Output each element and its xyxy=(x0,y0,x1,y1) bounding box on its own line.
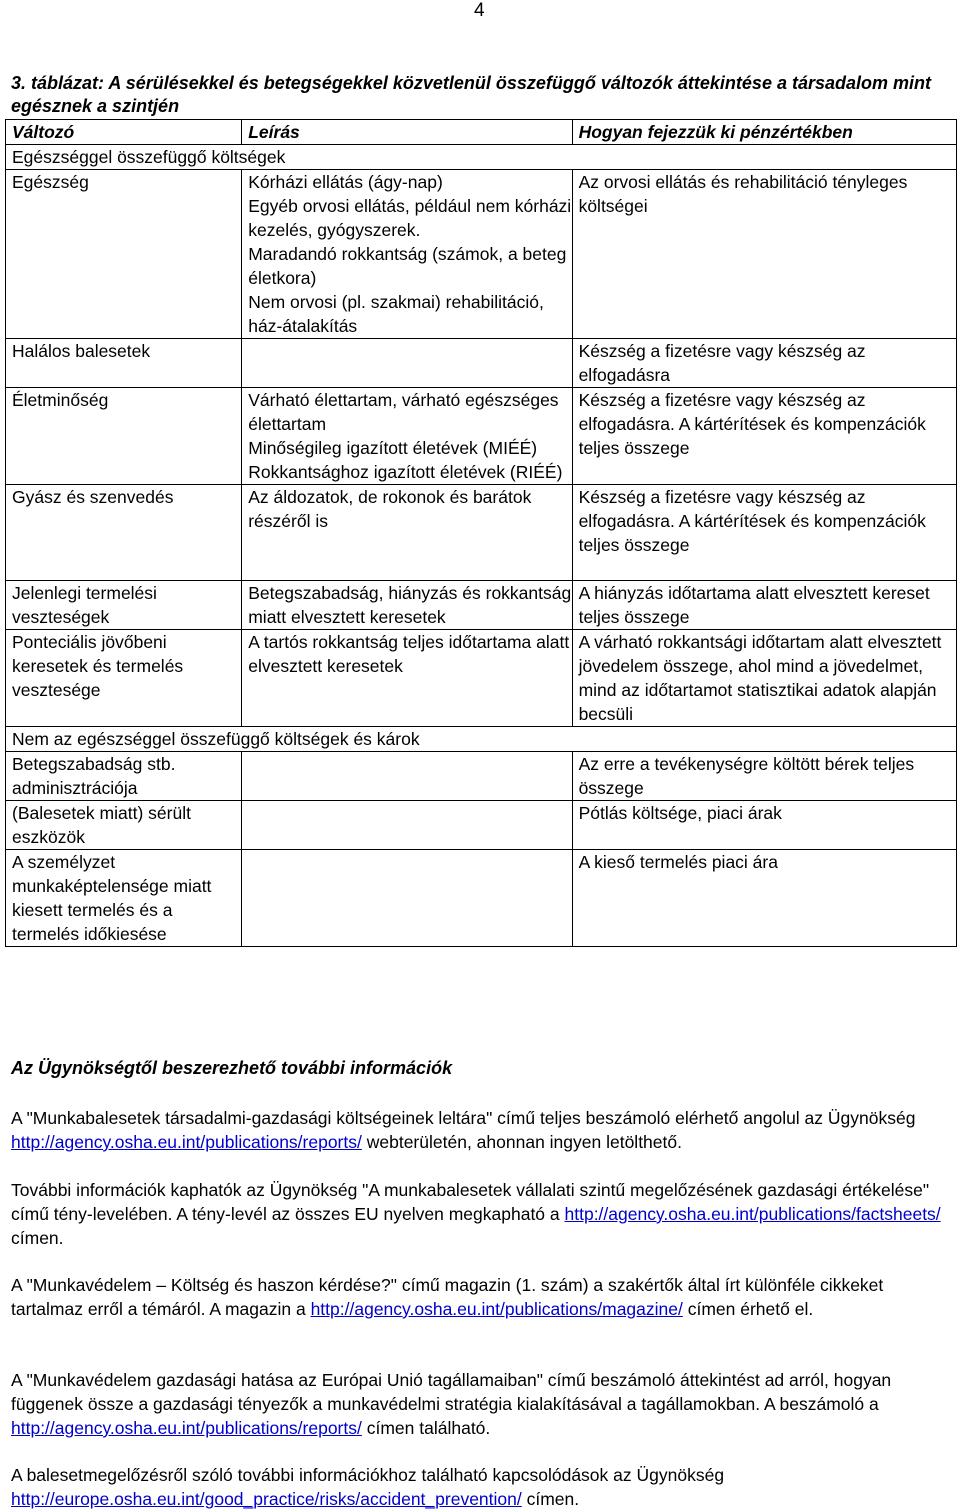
valuation-cell: Az erre a tevékenységre költött bérek teljes összege xyxy=(572,752,956,801)
description-line: Kórházi ellátás (ágy-nap) xyxy=(248,172,443,192)
description-line: Nem orvosi (pl. szakmai) rehabilitáció, ház-átalakítás xyxy=(248,292,544,336)
section-heading: Egészséggel összefüggő költségek xyxy=(6,145,957,170)
variable-cell: Betegszabadság stb. adminisztrációja xyxy=(6,752,242,801)
accident-prevention-link[interactable]: http://europe.osha.eu.int/good_practice/risks/accident_prevention/ xyxy=(11,1489,522,1509)
table-row xyxy=(6,581,957,630)
table-title: 3. táblázat: A sérülésekkel és betegségekkel közvetlenül összefüggő változók áttekintése a társadalom mint egésznek a szintjén xyxy=(11,73,932,116)
paragraph-text: címen található. xyxy=(361,1418,491,1438)
paragraph-text: címen. xyxy=(11,1228,64,1248)
description-line: Egyéb orvosi ellátás, például nem kórházi kezelés, gyógyszerek. xyxy=(248,196,572,240)
variable-cell: Ponteciális jövőbeni keresetek és termelés vesztesége xyxy=(6,630,242,727)
description-cell xyxy=(242,801,572,850)
description-cell: A tartós rokkantság teljes időtartama alatt elvesztett keresetek xyxy=(242,630,572,727)
valuation-cell: A hiányzás időtartama alatt elvesztett kereset teljes összege xyxy=(572,581,956,630)
factsheets-link[interactable]: http://agency.osha.eu.int/publications/factsheets/ xyxy=(564,1204,941,1224)
table-row xyxy=(6,801,957,850)
valuation-cell: Készség a fizetésre vagy készség az elfogadásra. A kártérítések és kompenzációk teljes összege xyxy=(572,388,956,485)
table-row xyxy=(6,630,957,727)
info-paragraph xyxy=(11,1463,946,1511)
info-paragraph xyxy=(11,1273,946,1321)
valuation-cell: Készség a fizetésre vagy készség az elfogadásra. A kártérítések és kompenzációk teljes összege xyxy=(572,485,956,581)
paragraph-text: További információk kaphatók az Ügynökség "A munkabalesetek vállalati szintű megelőzésének gazdasági értékelése" című tény-levelében. A tény-levél az összes EU nyelven megkapható a xyxy=(11,1180,930,1224)
variable-cell: A személyzet munkaképtelensége miatt kiesett termelés és a termelés időkiesése xyxy=(6,850,242,947)
variable-cell: Egészség xyxy=(6,170,242,339)
description-cell xyxy=(242,170,572,339)
page-number: 4 xyxy=(474,0,485,21)
reports-link[interactable]: http://agency.osha.eu.int/publications/reports/ xyxy=(11,1132,362,1152)
paragraph-text: A balesetmegelőzésről szóló további információkhoz található kapcsolódások az Ügynökség xyxy=(11,1465,725,1485)
info-paragraph xyxy=(11,1106,946,1154)
variable-cell: Életminőség xyxy=(6,388,242,485)
valuation-cell: Pótlás költsége, piaci árak xyxy=(572,801,956,850)
description-cell xyxy=(242,339,572,388)
table-row xyxy=(6,485,957,581)
table-row xyxy=(6,850,957,947)
paragraph-text: címen érhető el. xyxy=(682,1299,814,1319)
header-cell: Hogyan fejezzük ki pénzértékben xyxy=(572,120,956,145)
variable-cell: Jelenlegi termelési veszteségek xyxy=(6,581,242,630)
table-row xyxy=(6,339,957,388)
valuation-cell: A kieső termelés piaci ára xyxy=(572,850,956,947)
variable-cell: Halálos balesetek xyxy=(6,339,242,388)
description-line: Rokkantsághoz igazított életévek (RIÉÉ) xyxy=(248,462,563,482)
cost-table xyxy=(5,119,957,947)
description-line: Maradandó rokkantság (számok, a beteg életkora) xyxy=(248,244,567,288)
description-cell xyxy=(242,752,572,801)
paragraph-text: A "Munkabalesetek társadalmi-gazdasági költségeinek leltára" című teljes beszámoló elérhető angolul az Ügynökség xyxy=(11,1108,916,1128)
description-cell: Betegszabadság, hiányzás és rokkantság miatt elvesztett keresetek xyxy=(242,581,572,630)
description-cell xyxy=(242,850,572,947)
magazine-link[interactable]: http://agency.osha.eu.int/publications/magazine/ xyxy=(310,1299,683,1319)
paragraph-text: A "Munkavédelem gazdasági hatása az Európai Unió tagállamaiban" című beszámoló áttekintést ad arról, hogyan függenek össze a gazdasági tényezők a munkavédelmi stratégia kialakításával a tagállamokban. A beszámoló a xyxy=(11,1370,892,1414)
description-cell: Az áldozatok, de rokonok és barátok részéről is xyxy=(242,485,572,581)
paragraph-text: A "Munkavédelem – Költség és haszon kérdése?" című magazin (1. szám) a szakértők által írt különféle cikkeket tartalmaz erről a témáról. A magazin a xyxy=(11,1275,884,1319)
variable-cell: (Balesetek miatt) sérült eszközök xyxy=(6,801,242,850)
variable-cell: Gyász és szenvedés xyxy=(6,485,242,581)
reports-link[interactable]: http://agency.osha.eu.int/publications/reports/ xyxy=(11,1418,362,1438)
valuation-cell: A várható rokkantsági időtartam alatt elvesztett jövedelem összege, ahol mind a jövedelmet, mind az időtartamot statisztikai adatok alapján becsüli xyxy=(572,630,956,727)
description-line: Minőségileg igazított életévek (MIÉÉ) xyxy=(248,438,538,458)
info-paragraph xyxy=(11,1178,946,1250)
paragraph-text: címen. xyxy=(521,1489,580,1509)
header-cell: Leírás xyxy=(242,120,572,145)
description-cell xyxy=(242,388,572,485)
description-line: Várható élettartam, várható egészséges élettartam xyxy=(248,390,559,434)
section-heading: Nem az egészséggel összefüggő költségek és károk xyxy=(6,727,957,752)
paragraph-text: webterületén, ahonnan ingyen letölthető. xyxy=(361,1132,682,1152)
valuation-cell: Az orvosi ellátás és rehabilitáció tényleges költségei xyxy=(572,170,956,339)
info-heading: Az Ügynökségtől beszerezhető további információk xyxy=(11,1058,453,1078)
table-row xyxy=(6,752,957,801)
header-cell: Változó xyxy=(6,120,242,145)
table-row xyxy=(6,388,957,485)
table-row xyxy=(6,170,957,339)
info-paragraph xyxy=(11,1368,946,1440)
valuation-cell: Készség a fizetésre vagy készség az elfogadásra xyxy=(572,339,956,388)
table-header-row xyxy=(6,120,957,145)
